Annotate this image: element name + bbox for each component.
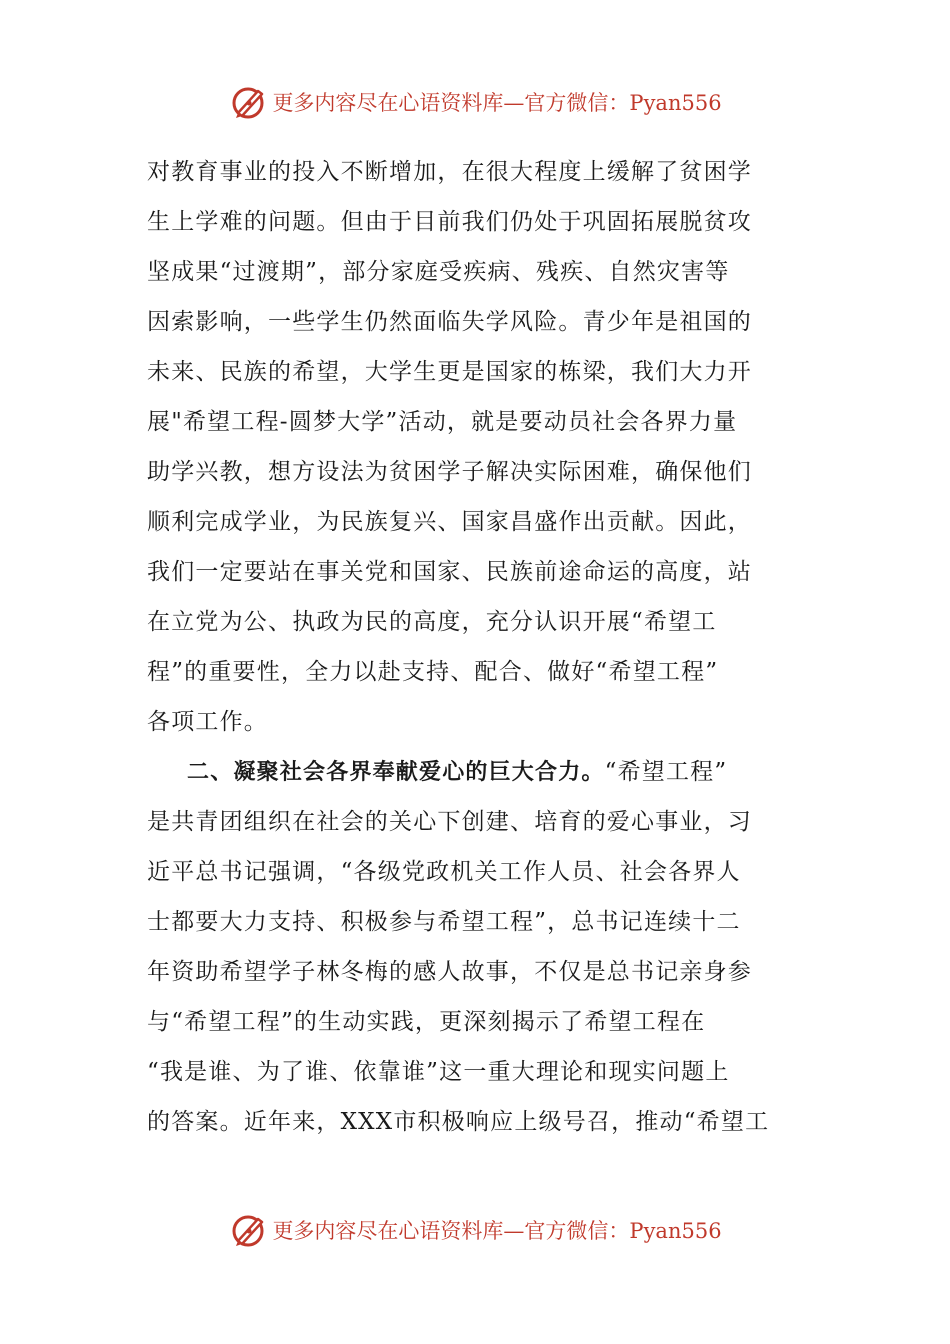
text-line: “我是谁、为了谁、依靠谁”这一重大理论和现实问题上 [147,1059,730,1085]
footer-banner-text: 更多内容尽在心语资料库—官方微信：Pyan556 [272,1219,722,1243]
text-line: 各项工作。 [147,709,268,735]
text-line: 士都要大力支持、积极参与希望工程”，总书记连续十二 [147,909,741,935]
section-heading-rest: “希望工程” [604,759,728,785]
text-line: 在立党为公、执政为民的高度，充分认识开展“希望工 [147,609,717,635]
header-banner [0,80,950,124]
text-line: 助学兴教，想方设法为贫困学子解决实际困难，确保他们 [147,459,752,485]
document-body [147,147,807,1147]
text-line: 坚成果“过渡期”，部分家庭受疾病、残疾、自然灾害等 [147,259,730,285]
pen-circle-logo-icon [228,82,268,122]
text-line: 是共青团组织在社会的关心下创建、培育的爱心事业，习 [147,809,752,835]
header-banner-text: 更多内容尽在心语资料库—官方微信：Pyan556 [272,91,722,115]
text-line: 生上学难的问题。但由于目前我们仍处于巩固拓展脱贫攻 [147,209,752,235]
text-line: 与“希望工程”的生动实践，更深刻揭示了希望工程在 [147,1009,706,1035]
text-line: 展"希望工程-圆梦大学”活动，就是要动员社会各界力量 [147,409,738,435]
text-line: 的答案。近年来，XXX市积极响应上级号召，推动“希望工 [147,1109,770,1135]
text-line: 程”的重要性，全力以赴支持、配合、做好“希望工程” [147,659,719,685]
text-line: 年资助希望学子林冬梅的感人故事，不仅是总书记亲身参 [147,959,752,985]
text-line: 因索影响，一些学生仍然面临失学风险。青少年是祖国的 [147,309,752,335]
text-line: 近平总书记强调，“各级党政机关工作人员、社会各界人 [147,859,741,885]
text-line: 对教育事业的投入不断增加，在很大程度上缓解了贫困学 [147,159,752,185]
section-heading-line [147,747,807,797]
pen-circle-logo-icon [228,1210,268,1250]
text-line: 顺利完成学业，为民族复兴、国家昌盛作出贡献。因此， [147,509,752,535]
text-line: 我们一定要站在事关党和国家、民族前途命运的高度，站 [147,559,752,585]
footer-banner [0,1208,950,1252]
text-line: 未来、民族的希望，大学生更是国家的栋梁，我们大力开 [147,359,752,385]
section-heading: 二、凝聚社会各界奉献爱心的巨大合力。 [187,760,605,785]
